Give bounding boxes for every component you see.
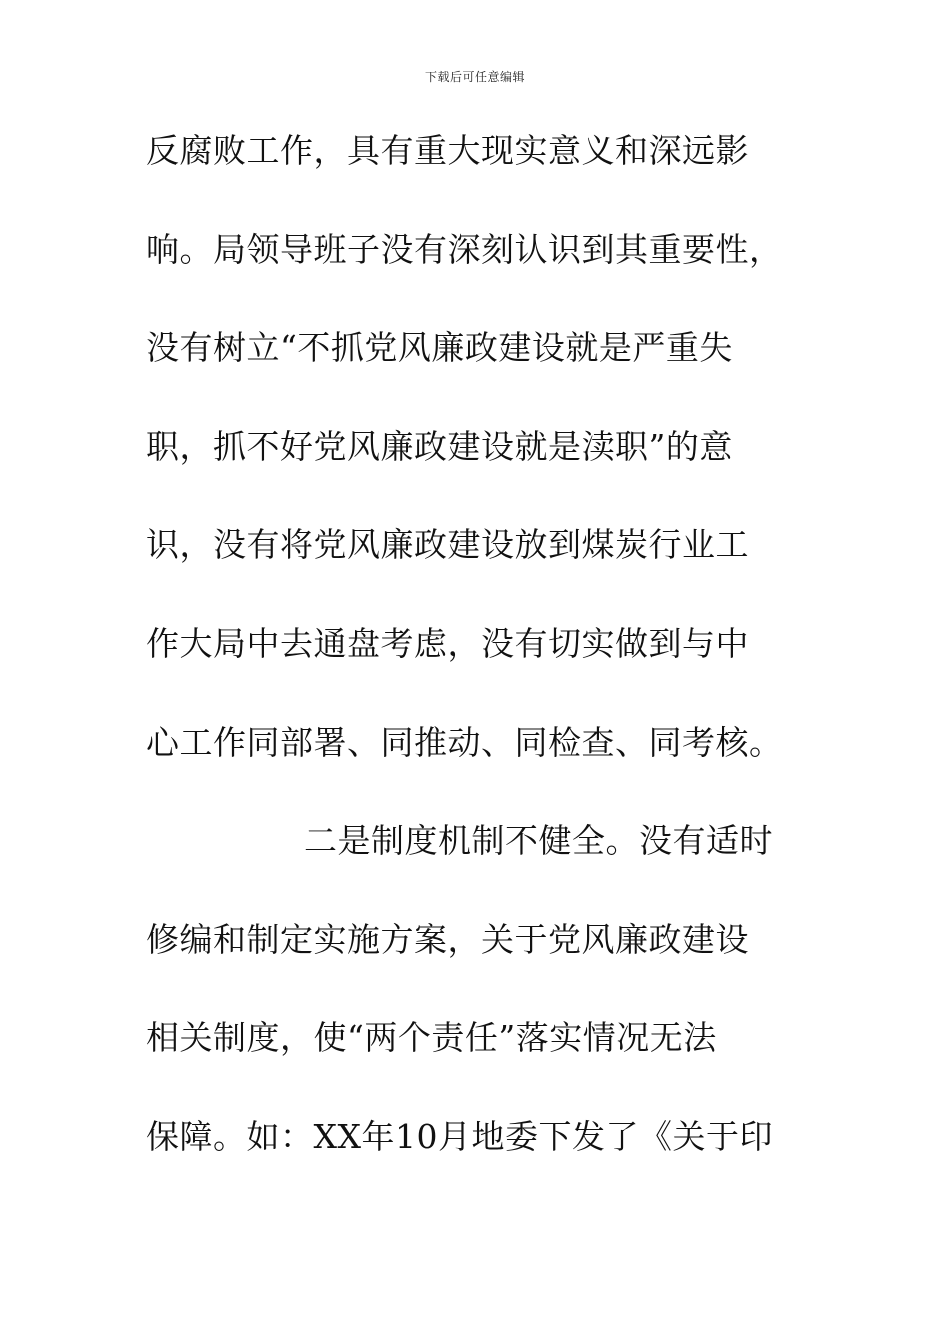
paragraph-line: 反腐败工作，具有重大现实意义和深远影 [146,131,749,170]
paragraph-line: 识，没有将党风廉政建设放到煤炭行业工 [146,525,749,565]
paragraph-line: 职，抓不好党风廉政建设就是渎职”的意 [146,426,733,466]
paragraph-line-indented: 二是制度机制不健全。没有适时 [304,821,773,861]
paragraph-line: 作大局中去通盘考虑，没有切实做到与中 [146,623,749,663]
paragraph-line: 没有树立“不抓党风廉政建设就是严重失 [146,328,733,368]
paragraph-line: 心工作同部署、同推动、同检查、同考核。 [146,722,783,762]
paragraph-line: 修编和制定实施方案，关于党风廉政建设 [146,919,749,959]
paragraph-line: 保障。如：XX年10月地委下发了《关于印 [146,1116,773,1156]
paragraph-line: 相关制度，使“两个责任”落实情况无法 [146,1018,717,1058]
document-body [146,118,806,1203]
paragraph-line: 响。局领导班子没有深刻认识到其重要性， [146,229,783,269]
page-header-note: 下载后可任意编辑 [424,70,525,84]
